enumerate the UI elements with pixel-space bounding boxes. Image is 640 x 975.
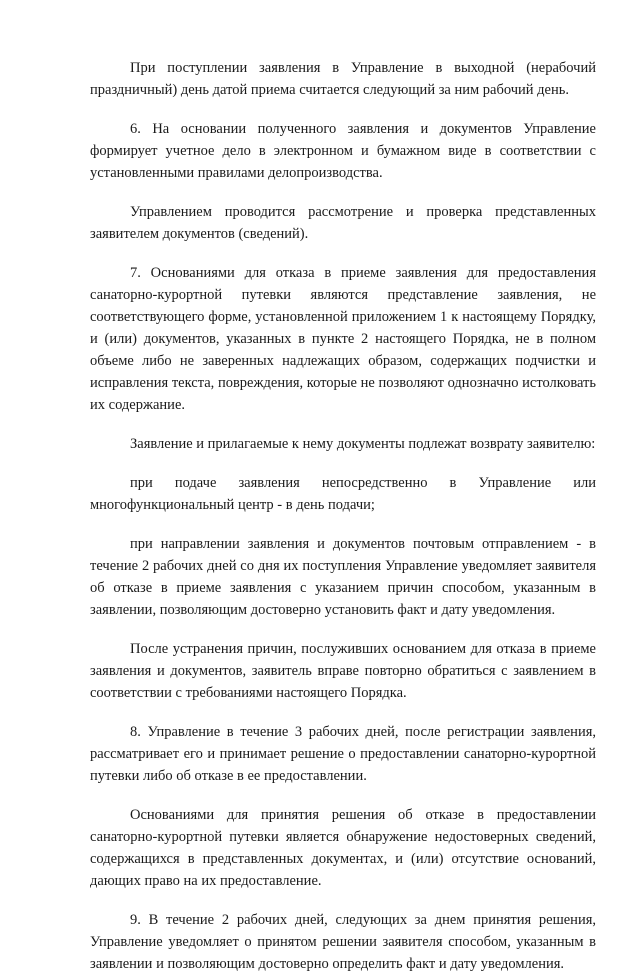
paragraph-reapplication: После устранения причин, послуживших основанием для отказа в приеме заявления и документов, заявитель вправе повторно обратиться с заявлением в соответствии с требованиями настоящего Порядка. bbox=[90, 641, 596, 701]
paragraph-return-in-person: при подаче заявления непосредственно в Управление или многофункциональный центр - в день подачи; bbox=[90, 475, 596, 513]
paragraph-return-by-mail: при направлении заявления и документов почтовым отправлением - в течение 2 рабочих дней со дня их поступления Управление уведомляет заявителя об отказе в приеме заявления с указанием причин способом, указанным в заявлении, позволяющим достоверно установить факт и дату уведомления. bbox=[90, 536, 596, 618]
paragraph-8-decision: 8. Управление в течение 3 рабочих дней, после регистрации заявления, рассматривает его и принимает решение о предоставлении санаторно-курортной путевки либо об отказе в ее предоставлении. bbox=[90, 724, 596, 784]
paragraph-7-grounds-for-refusal: 7. Основаниями для отказа в приеме заявления для предоставления санаторно-курортной путевки являются представление заявления, не соответствующего форме, установленной приложением 1 к настоящему Порядку, и (или) документов, указанных в пункте 2 настоящего Порядка, не в полном объеме либо не заверенных надлежащих образом, содержащих подчистки и исправления текста, повреждения, которые не позволяют однозначно истолковать их содержание. bbox=[90, 265, 596, 413]
paragraph-review-of-documents: Управлением проводится рассмотрение и проверка представленных заявителем документов (сведений). bbox=[90, 204, 596, 242]
paragraph-receipt-on-holiday: При поступлении заявления в Управление в выходной (нерабочий праздничный) день датой приема считается следующий за ним рабочий день. bbox=[90, 60, 596, 98]
paragraph-return-to-applicant: Заявление и прилагаемые к нему документы подлежат возврату заявителю: bbox=[130, 436, 596, 452]
paragraph-9-notification: 9. В течение 2 рабочих дней, следующих за днем принятия решения, Управление уведомляет о принятом решении заявителя способом, указанным в заявлении и позволяющим достоверно определить факт и дату уведомления. bbox=[90, 912, 596, 972]
paragraph-grounds-for-decision-refusal: Основаниями для принятия решения об отказе в предоставлении санаторно-курортной путевки является обнаружение недостоверных сведений, содержащихся в представленных документах, и (или) отсутствие оснований, дающих право на их предоставление. bbox=[90, 807, 596, 889]
paragraph-6-case-file: 6. На основании полученного заявления и документов Управление формирует учетное дело в электронном и бумажном виде в соответствии с установленными правилами делопроизводства. bbox=[90, 121, 596, 181]
